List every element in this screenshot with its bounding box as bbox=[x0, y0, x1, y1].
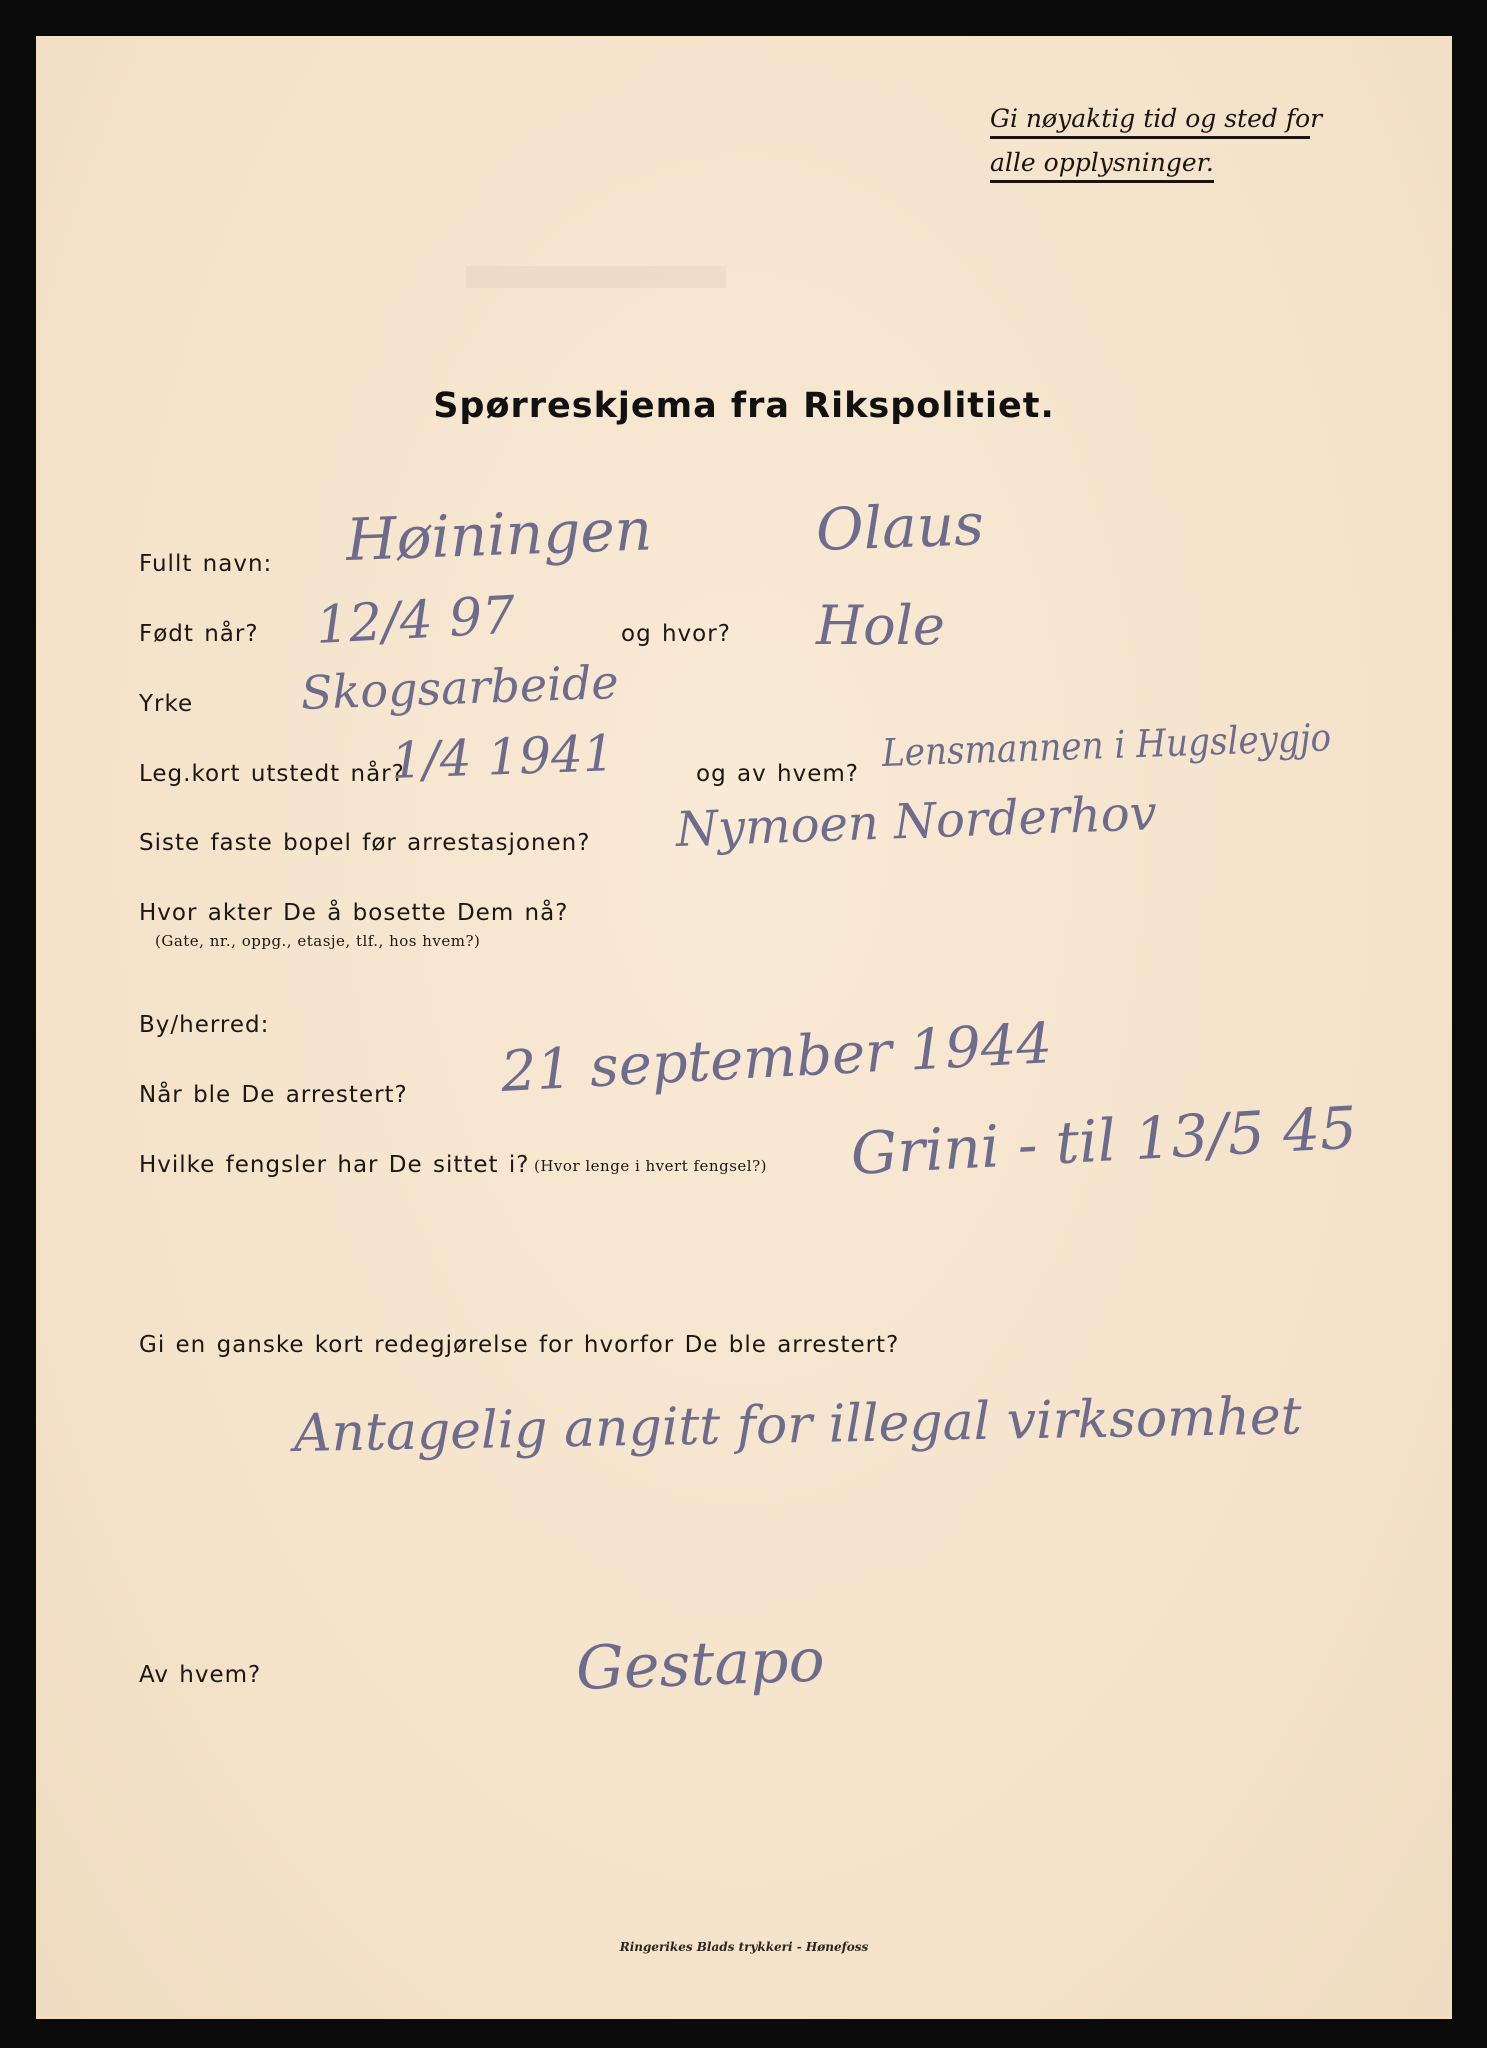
answer-born-place: Hole bbox=[816, 594, 945, 657]
form-page bbox=[36, 36, 1452, 2019]
answer-id-card-by: Lensmannen i Hugsleygjo bbox=[881, 715, 1332, 775]
answer-prisons: Grini - til 13/5 45 bbox=[849, 1093, 1359, 1188]
label-full-name: Fullt navn: bbox=[139, 551, 273, 577]
label-settle-where: Hvor akter De å bosette Dem nå? bbox=[139, 900, 569, 926]
answer-given-name: Olaus bbox=[814, 490, 985, 564]
answer-reason: Antagelig angitt for illegal virksomhet bbox=[293, 1386, 1303, 1464]
answer-born-date: 12/4 97 bbox=[314, 585, 517, 656]
label-reason: Gi en ganske kort redegjørelse for hvorfor De ble arrestert? bbox=[139, 1332, 900, 1358]
label-settle-hint: (Gate, nr., oppg., etasje, tlf., hos hvem?) bbox=[155, 932, 481, 950]
instruction-note-line2: alle opplysninger. bbox=[990, 148, 1214, 183]
label-last-residence: Siste faste bopel før arrestasjonen? bbox=[139, 830, 591, 856]
printer-imprint: Ringerikes Blads trykkeri - Hønefoss bbox=[619, 1940, 869, 1954]
answer-surname: Høiningen bbox=[344, 495, 654, 574]
answer-id-card-date: 1/4 1941 bbox=[389, 724, 616, 790]
faded-stamp-mark bbox=[466, 266, 726, 288]
label-prisons-hint: (Hvor lenge i hvert fengsel?) bbox=[534, 1157, 767, 1175]
answer-occupation: Skogsarbeide bbox=[300, 654, 620, 720]
label-city-county: By/herred: bbox=[139, 1012, 270, 1038]
answer-by-whom: Gestapo bbox=[574, 1625, 826, 1704]
label-by-whom: Av hvem? bbox=[139, 1662, 262, 1688]
label-born-when: Født når? bbox=[139, 621, 259, 647]
answer-last-residence: Nymoen Norderhov bbox=[675, 785, 1158, 858]
label-prisons: Hvilke fengsler har De sittet i? bbox=[139, 1152, 530, 1178]
label-born-where: og hvor? bbox=[621, 621, 731, 647]
label-occupation: Yrke bbox=[139, 691, 194, 717]
label-id-card-by: og av hvem? bbox=[696, 761, 859, 787]
instruction-note-line1: Gi nøyaktig tid og sted for bbox=[990, 104, 1310, 139]
form-title: Spørreskjema fra Rikspolitiet. bbox=[433, 386, 1055, 426]
answer-arrested-date: 21 september 1944 bbox=[499, 1011, 1054, 1105]
label-arrested-when: Når ble De arrestert? bbox=[139, 1082, 408, 1108]
label-id-card-issued: Leg.kort utstedt når? bbox=[139, 761, 405, 787]
